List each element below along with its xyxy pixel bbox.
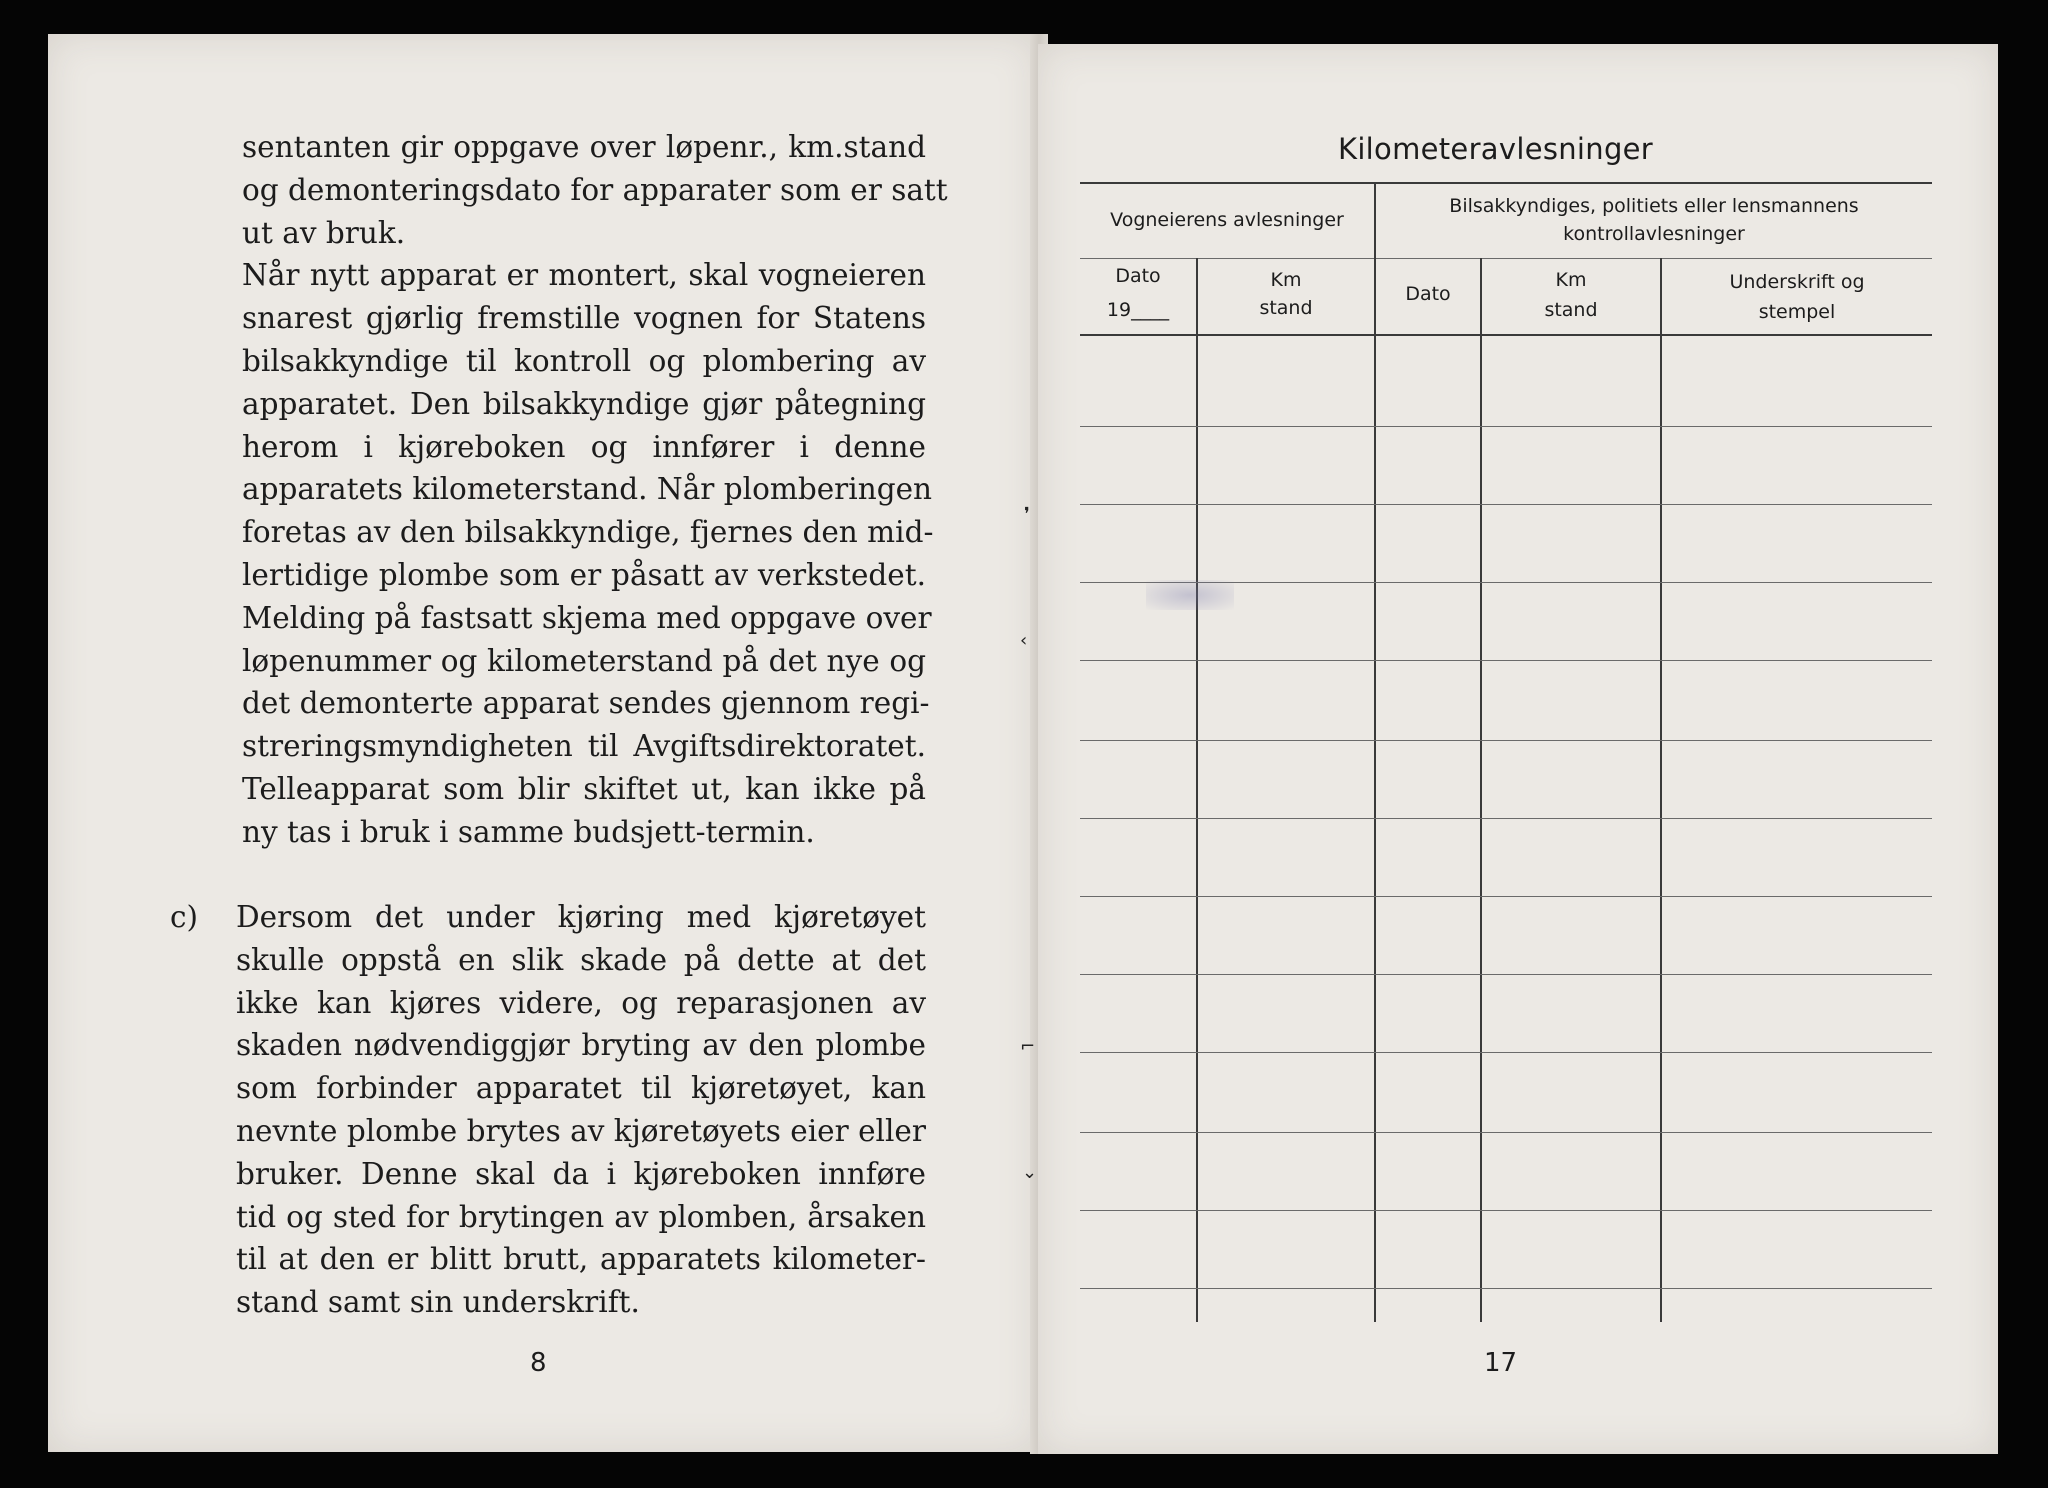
header-owner-group: Vogneierens avlesninger [1110,209,1344,231]
column-rule [1374,182,1376,1322]
text-line: Telleapparat som blir skiftet ut, kan ikke på [242,771,926,806]
entry-row-rule [1080,504,1932,505]
binding-mark: ⌄ [1022,1162,1038,1183]
text-line: bruker. Denne skal da i kjøreboken innføre [236,1156,926,1191]
column-rule [1196,258,1198,1322]
entry-row-rule [1080,1288,1932,1289]
text-line: snarest gjørlig fremstille vognen for Statens [242,301,926,336]
text-line: ut av bruk. [242,215,406,250]
column-rule [1660,258,1662,1322]
page-number-right: 17 [1484,1348,1518,1378]
text-line: tid og sted for brytingen av plomben, årsaken [236,1199,926,1234]
entry-row-rule [1080,426,1932,427]
text-line: streringsmyndigheten til Avgiftsdirektoratet. [242,729,926,764]
text-line: stand samt sin underskrift. [236,1285,640,1320]
column-rule [1480,258,1482,1322]
text-line: og demonteringsdato for apparater som er satt [242,172,948,207]
text-line: Når nytt apparat er montert, skal vogneieren [242,258,926,293]
text-line: foretas av den bilsakkyndige, fjernes den mid- [242,515,934,550]
text-line: bilsakkyndige til kontroll og plombering av [242,343,926,378]
header-km-owner: Km [1270,269,1302,291]
text-line: løpenummer og kilometerstand på det nye og [242,643,926,678]
entry-row-rule [1080,660,1932,661]
entry-row-rule [1080,1052,1932,1053]
text-line: herom i kjøreboken og innfører i denne [242,429,926,464]
group-rule [1080,258,1374,259]
entry-row-rule [1080,818,1932,819]
page-number-left: 8 [530,1348,547,1378]
text-line: ny tas i bruk i samme budsjett-termin. [242,814,815,849]
binding-mark: ⌐ [1020,1036,1036,1057]
text-line: apparatets kilometerstand. Når plomberingen [242,472,933,507]
binding-mark: ❜ [1024,504,1030,525]
item-c-label: c) [170,900,199,934]
entry-row-rule [1080,974,1932,975]
group-rule [1376,258,1932,259]
text-line: som forbinder apparatet til kjøretøyet, kan [236,1071,926,1106]
header-stamp: stempel [1758,301,1836,323]
right-page [1038,44,1998,1454]
header-dato-control: Dato [1405,283,1451,305]
text-line: skulle oppstå en slik skade på dette at det [236,942,926,977]
item-c-text [236,896,926,1324]
text-line: ikke kan kjøres videre, og reparasjonen av [236,985,926,1020]
entry-row-rule [1080,1132,1932,1133]
header-stand-owner: stand [1259,297,1313,319]
header-stand-control: stand [1544,299,1598,321]
header-km-control: Km [1555,269,1587,291]
ink-stain [1146,580,1234,610]
table-top-rule [1080,182,1932,184]
text-line: til at den er blitt brutt, apparatets kilometer- [236,1242,926,1277]
text-line: nevnte plombe brytes av kjøretøyets eier eller [236,1113,926,1148]
header-control-group-line2: kontrollavlesninger [1563,223,1745,245]
binding-mark: ‹ [1020,630,1028,651]
header-bottom-rule [1080,334,1932,336]
header-dato-year: 19____ [1106,299,1170,321]
header-dato-owner: Dato [1115,265,1161,287]
text-line: sentanten gir oppgave over løpenr., km.stand [242,130,926,164]
text-line: Melding på fastsatt skjema med oppgave over [242,600,932,635]
entry-row-rule [1080,740,1932,741]
text-line: det demonterte apparat sendes gjennom regi- [242,686,930,721]
text-line: Dersom det under kjøring med kjøretøyet [236,900,926,934]
form-title: Kilometeravlesninger [1338,132,1654,166]
entry-row-rule [1080,896,1932,897]
text-line: apparatet. Den bilsakkyndige gjør påtegning [242,386,926,421]
left-paragraph [242,126,948,854]
entry-row-rule [1080,1210,1932,1211]
text-line: lertidige plombe som er påsatt av verkstedet. [242,557,926,592]
header-control-group-line1: Bilsakkyndiges, politiets eller lensmannens [1449,195,1859,217]
header-signature: Underskrift og [1729,271,1865,293]
text-line: skaden nødvendiggjør bryting av den plombe [236,1028,926,1063]
